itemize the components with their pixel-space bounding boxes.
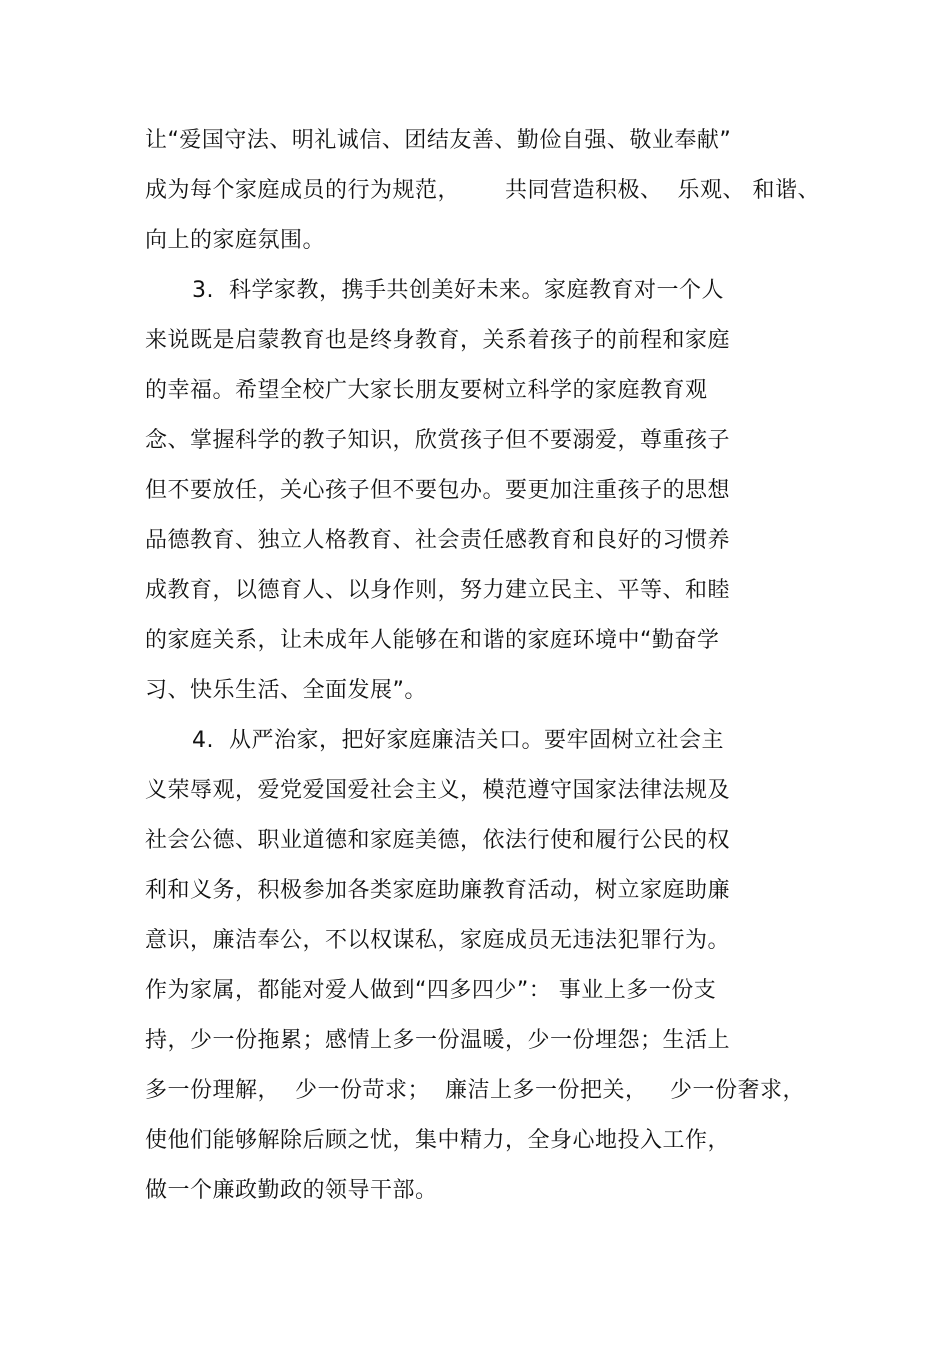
text-line: 利和义务，积极参加各类家庭助廉教育活动，树立家庭助廉 xyxy=(145,878,731,903)
text-line: 成为每个家庭成员的行为规范， 共同营造积极、 乐观、 和谐、 xyxy=(145,178,820,203)
text-line: 品德教育、独立人格教育、社会责任感教育和良好的习惯养 xyxy=(145,528,731,553)
text-line: 社会公德、职业道德和家庭美德，依法行使和履行公民的权 xyxy=(145,828,731,853)
text-line: 持，少一份拖累；感情上多一份温暖，少一份埋怨；生活上 xyxy=(145,1028,731,1053)
text-line: 的家庭关系，让未成年人能够在和谐的家庭环境中“勤奋学 xyxy=(145,628,720,653)
text-line: 的幸福。希望全校广大家长朋友要树立科学的家庭教育观 xyxy=(145,378,708,403)
text-line: 作为家属，都能对爱人做到“四多四少”： 事业上多一份支 xyxy=(145,978,717,1003)
text-line: 来说既是启蒙教育也是终身教育，关系着孩子的前程和家庭 xyxy=(145,328,731,353)
text-line: 使他们能够解除后顾之忧，集中精力，全身心地投入工作， xyxy=(145,1128,731,1153)
text-line: 义荣辱观，爱党爱国爱社会主义，模范遵守国家法律法规及 xyxy=(145,778,731,803)
paragraph-3-first-line: 3. 科学家教，携手共创美好未来。家庭教育对一个人 xyxy=(192,278,724,303)
text-line: 向上的家庭氛围。 xyxy=(145,228,326,253)
text-line: 成教育，以德育人、以身作则，努力建立民主、平等、和睦 xyxy=(145,578,731,603)
text-line: 多一份理解， 少一份苛求； 廉洁上多一份把关， 少一份奢求， xyxy=(145,1078,805,1103)
text-line: 但不要放任，关心孩子但不要包办。要更加注重孩子的思想 xyxy=(145,478,731,503)
text-line: 念、掌握科学的教子知识，欣赏孩子但不要溺爱，尊重孩子 xyxy=(145,428,731,453)
text-line: 意识，廉洁奉公，不以权谋私，家庭成员无违法犯罪行为。 xyxy=(145,928,731,953)
text-line: 做一个廉政勤政的领导干部。 xyxy=(145,1178,438,1203)
text-line: 习、快乐生活、全面发展”。 xyxy=(145,678,427,703)
text-line: 让“爱国守法、明礼诚信、团结友善、勤俭自强、敬业奉献” xyxy=(145,128,732,153)
paragraph-4-first-line: 4. 从严治家，把好家庭廉洁关口。要牢固树立社会主 xyxy=(192,728,724,753)
